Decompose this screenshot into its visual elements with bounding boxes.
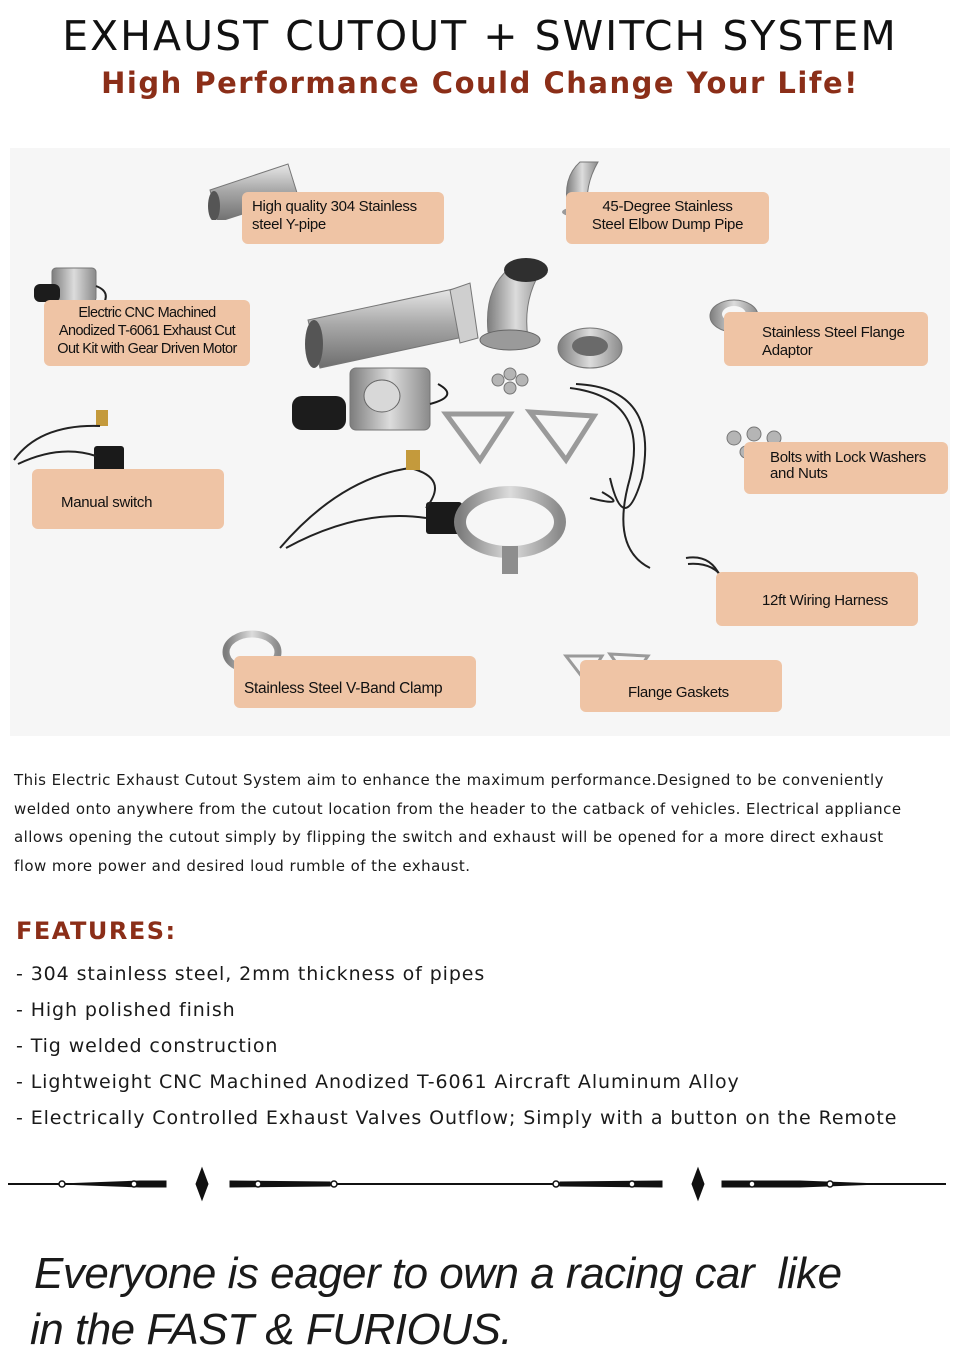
label-cutout-kit: [44, 300, 250, 366]
slogan-line: Everyone is eager to own a racing car like: [34, 1249, 842, 1298]
label-elbow: [566, 192, 769, 244]
feature-item: - Lightweight CNC Machined Anodized T-6061 Aircraft Aluminum Alloy: [16, 1071, 740, 1093]
label-line: and Nuts: [770, 465, 828, 482]
label-y-pipe: [242, 192, 444, 244]
page-subtitle: High Performance Could Change Your Life!: [101, 66, 859, 100]
label-line: Adaptor: [762, 342, 813, 359]
label-line: Flange Gaskets: [628, 684, 729, 701]
features-list: [16, 958, 897, 1138]
label-wiring-harness: [716, 572, 918, 626]
page-title: EXHAUST CUTOUT + SWITCH SYSTEM: [62, 12, 898, 60]
label-line: Stainless Steel V-Band Clamp: [244, 680, 443, 697]
label-line: High quality 304 Stainless: [252, 198, 417, 215]
description-line: flow more power and desired loud rumble of the exhaust.: [14, 856, 471, 875]
label-v-band-clamp: [234, 656, 476, 708]
label-flange-gaskets: [580, 660, 782, 712]
label-line: 12ft Wiring Harness: [762, 592, 889, 609]
label-line: Manual switch: [61, 494, 153, 511]
label-line: 45-Degree Stainless: [602, 198, 733, 215]
product-description: [14, 766, 954, 880]
label-line: steel Y-pipe: [252, 216, 326, 233]
label-line: Steel Elbow Dump Pipe: [591, 216, 744, 233]
diamond-ornament-icon: [196, 1168, 208, 1200]
elbow-pipe-image: [480, 258, 548, 350]
label-line: Anodized T-6061 Exhaust Cut: [58, 323, 236, 339]
description-line: welded onto anywhere from the cutout location from the header to the catback of vehicles. Electrical appliance: [14, 799, 902, 818]
cutout-motor-image: [292, 368, 447, 430]
product-kit-panel: [10, 148, 950, 736]
slogan: [30, 1246, 842, 1358]
label-line: Stainless Steel Flange: [762, 324, 905, 341]
feature-item: - 304 stainless steel, 2mm thickness of pipes: [16, 963, 486, 985]
label-bolts: [744, 442, 948, 494]
feature-item: - High polished finish: [16, 999, 236, 1021]
wiring-harness-image: [570, 384, 650, 568]
label-line: Bolts with Lock Washers: [770, 449, 926, 466]
ornamental-divider: [0, 1160, 960, 1204]
switch-kit-image: [280, 450, 462, 548]
feature-item: - Tig welded construction: [16, 1035, 279, 1057]
label-line: Out Kit with Gear Driven Motor: [57, 341, 237, 357]
bolts-image: [492, 368, 528, 394]
v-band-clamp-image: [460, 492, 560, 574]
diamond-ornament-icon: [692, 1168, 704, 1200]
feature-item: - Electrically Controlled Exhaust Valves Outflow; Simply with a button on the Remote: [16, 1107, 898, 1129]
label-line: Electric CNC Machined: [78, 305, 216, 321]
description-line: This Electric Exhaust Cutout System aim to enhance the maximum performance.Designed to be conveniently: [14, 771, 884, 789]
label-manual-switch: [32, 469, 224, 529]
flange-adaptor-image: [558, 328, 622, 368]
slogan-line: in the FAST & FURIOUS.: [30, 1305, 513, 1354]
features-heading: FEATURES:: [16, 917, 177, 945]
y-pipe-image: [305, 283, 478, 368]
description-line: allows opening the cutout simply by flipping the switch and exhaust will be opened for a more direct exhaust: [14, 828, 884, 846]
label-flange-adaptor: [724, 312, 928, 366]
gaskets-image: [446, 412, 594, 460]
